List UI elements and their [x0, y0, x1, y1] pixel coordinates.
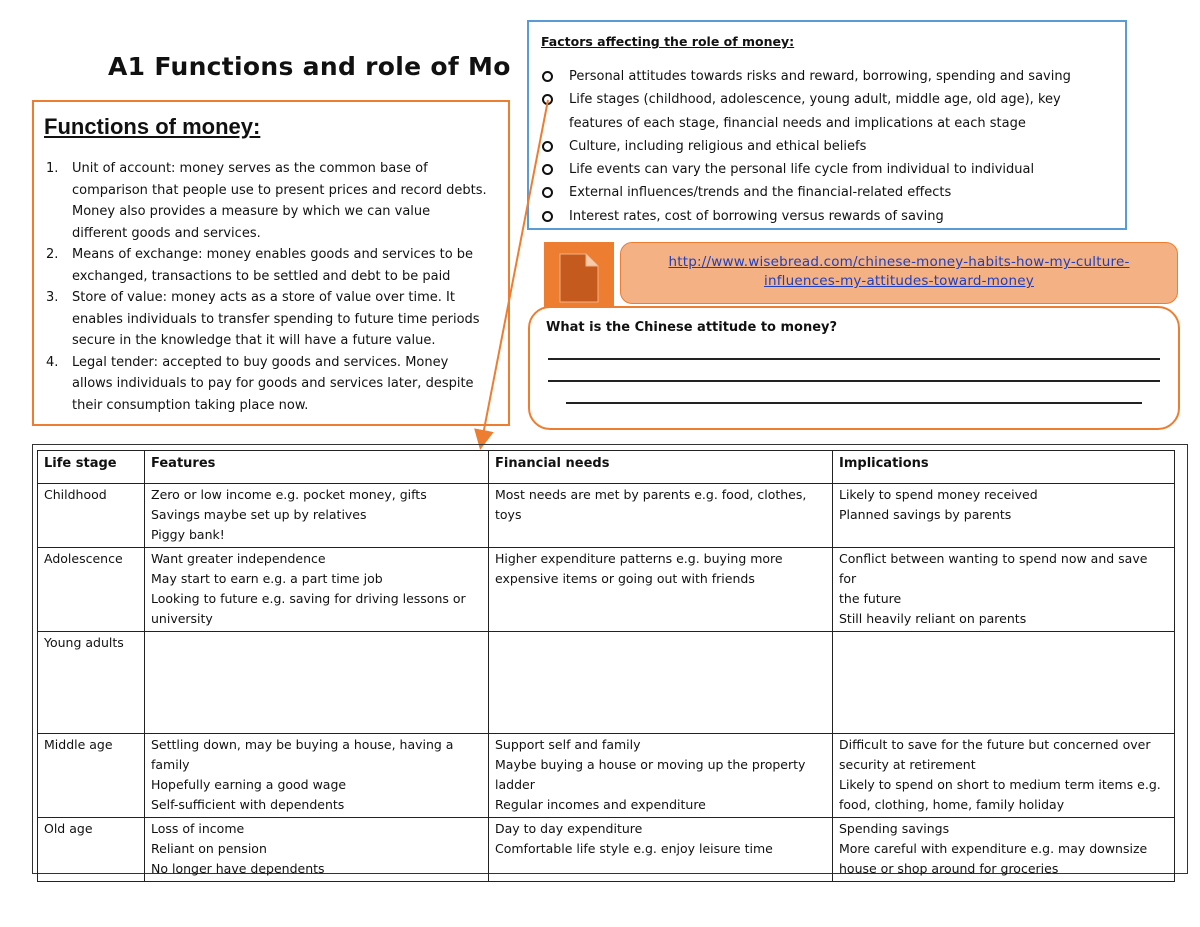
factor-item-text: External influences/trends and the financial-related effects [569, 185, 952, 201]
cell-text: the future [839, 591, 902, 606]
function-item-text: allows individuals to pay for goods and services later, despite [72, 376, 474, 391]
table-row [38, 548, 1175, 632]
function-item-text: their consumption taking place now. [72, 397, 309, 413]
factor-item [539, 181, 1119, 204]
function-item-text: comparison that people use to present prices and record debts. [72, 182, 487, 198]
cell-text: Savings maybe set up by relatives [151, 507, 367, 522]
cell-text: More careful with expenditure e.g. may downsize [839, 841, 1148, 856]
factor-item-text: Life stages (childhood, adolescence, young adult, middle age, old age), key [569, 92, 1061, 108]
cell-text: Most needs are met by parents e.g. food, clothes, [495, 487, 807, 502]
function-item-text: different goods and services. [72, 225, 261, 241]
features-cell[interactable] [145, 484, 489, 548]
cell-text: Settling down, may be buying a house, having a [151, 737, 454, 752]
function-item-text: enables individuals to transfer spending to future time periods [72, 311, 480, 327]
table-row [38, 484, 1175, 548]
cell-text: house or shop around for groceries [839, 861, 1059, 876]
function-item-number: 1. [46, 161, 59, 176]
cell-text: Self-sufficient with dependents [151, 797, 345, 812]
implications-cell[interactable] [833, 818, 1175, 882]
life-stage-cell: Childhood [38, 484, 145, 548]
function-item-text: secure in the knowledge that it will have a future value. [72, 333, 436, 348]
cell-text: Support self and family [495, 737, 641, 752]
wisebread-link[interactable] [621, 253, 1177, 291]
cell-text: Looking to future e.g. saving for driving lessons or [151, 591, 466, 606]
function-item-number: 4. [46, 354, 59, 370]
cell-text: ladder [495, 777, 535, 792]
factors-list [539, 65, 1119, 228]
cell-text: Likely to spend on short to medium term items e.g. [839, 777, 1161, 792]
question-text: What is the Chinese attitude to money? [546, 320, 838, 335]
cell-text: Likely to spend money received [839, 487, 1038, 502]
function-item-text: Means of exchange: money enables goods and services to be [72, 247, 474, 262]
needs-cell[interactable] [489, 734, 833, 818]
question-box [528, 306, 1180, 430]
implications-cell[interactable] [833, 734, 1175, 818]
document-icon[interactable] [544, 242, 614, 312]
functions-list [46, 158, 506, 416]
function-item-text: Money also provides a measure by which we can value [72, 204, 431, 219]
functions-of-money-box [32, 100, 510, 426]
features-cell[interactable] [145, 632, 489, 734]
table-row [38, 734, 1175, 818]
circle-bullet-icon [542, 71, 553, 82]
cell-text: Zero or low income e.g. pocket money, gifts [151, 487, 427, 502]
factor-item [539, 135, 1119, 158]
needs-cell[interactable] [489, 818, 833, 882]
features-cell[interactable] [145, 818, 489, 882]
table-row [38, 632, 1175, 734]
cell-text: Maybe buying a house or moving up the property [495, 757, 806, 772]
cell-text: university [151, 611, 213, 626]
factors-heading: Factors affecting the role of money: [541, 34, 795, 49]
cell-text: Piggy bank! [151, 527, 225, 542]
header-implications: Implications [833, 451, 1175, 484]
life-stage-cell: Old age [38, 818, 145, 882]
implications-cell[interactable] [833, 632, 1175, 734]
cell-text: family [151, 757, 190, 772]
factor-item-text: Personal attitudes towards risks and reward, borrowing, spending and saving [569, 69, 1071, 84]
factor-item [539, 65, 1119, 88]
cell-text: Comfortable life style e.g. enjoy leisure time [495, 841, 773, 856]
cell-text: Spending savings [839, 821, 950, 836]
function-item [46, 244, 506, 287]
function-item-text: Unit of account: money serves as the common base of [72, 161, 428, 176]
table-row [38, 818, 1175, 882]
function-item [46, 287, 506, 352]
factor-item-text: Interest rates, cost of borrowing versus rewards of saving [569, 208, 944, 224]
table-header-row [38, 451, 1175, 484]
function-item-text: exchanged, transactions to be settled and debt to be paid [72, 268, 451, 284]
table-body [38, 484, 1175, 882]
header-life-stage: Life stage [38, 451, 145, 484]
page-title: A1 Functions and role of Mo [108, 52, 511, 81]
life-stages-table [37, 450, 1175, 882]
factor-item-text: Life events can vary the personal life cycle from individual to individual [569, 162, 1035, 178]
cell-text: Still heavily reliant on parents [839, 611, 1027, 626]
cell-text: expensive items or going out with friends [495, 571, 755, 586]
factor-item [539, 205, 1119, 228]
answer-line[interactable] [566, 402, 1142, 404]
needs-cell[interactable] [489, 632, 833, 734]
header-features: Features [145, 451, 489, 484]
factor-item-text: features of each stage, financial needs and implications at each stage [569, 115, 1026, 131]
factor-item [539, 88, 1119, 135]
cell-text: Planned savings by parents [839, 507, 1012, 522]
life-stage-cell: Adolescence [38, 548, 145, 632]
cell-text: Want greater independence [151, 551, 326, 566]
cell-text: Reliant on pension [151, 841, 267, 856]
factor-item [539, 158, 1119, 181]
factor-item-text: Culture, including religious and ethical beliefs [569, 138, 867, 154]
link-bar [620, 242, 1178, 304]
cell-text: Difficult to save for the future but concerned over [839, 737, 1151, 752]
function-item-text: Legal tender: accepted to buy goods and services. Money [72, 354, 449, 370]
implications-cell[interactable] [833, 548, 1175, 632]
implications-cell[interactable] [833, 484, 1175, 548]
needs-cell[interactable] [489, 548, 833, 632]
link-line-1: http://www.wisebread.com/chinese-money-habits-how-my-culture- [668, 254, 1130, 270]
cell-text: toys [495, 507, 522, 522]
function-item [46, 352, 506, 417]
cell-text: May start to earn e.g. a part time job [151, 571, 383, 586]
link-line-2: influences-my-attitudes-toward-money [764, 273, 1034, 289]
function-item-number: 3. [46, 290, 59, 305]
answer-line[interactable] [548, 358, 1160, 360]
needs-cell[interactable] [489, 484, 833, 548]
cell-text: food, clothing, home, family holiday [839, 797, 1065, 812]
features-cell[interactable] [145, 734, 489, 818]
header-financial-needs: Financial needs [489, 451, 833, 484]
cell-text: security at retirement [839, 757, 976, 772]
features-cell[interactable] [145, 548, 489, 632]
cell-text: Day to day expenditure [495, 821, 643, 836]
cell-text: Higher expenditure patterns e.g. buying more [495, 551, 783, 566]
life-stage-cell: Young adults [38, 632, 145, 734]
cell-text: Loss of income [151, 821, 245, 836]
functions-heading: Functions of money: [44, 114, 261, 139]
factors-box [527, 20, 1127, 230]
cell-text: Conflict between wanting to spend now and save for [839, 551, 1148, 586]
answer-line[interactable] [548, 380, 1160, 382]
function-item-number: 2. [46, 247, 59, 262]
cell-text: Hopefully earning a good wage [151, 777, 347, 792]
function-item-text: Store of value: money acts as a store of value over time. It [72, 290, 455, 305]
function-item [46, 158, 506, 244]
cell-text: No longer have dependents [151, 861, 325, 876]
cell-text: Regular incomes and expenditure [495, 797, 706, 812]
life-stage-cell: Middle age [38, 734, 145, 818]
document-glyph-icon [558, 252, 600, 304]
